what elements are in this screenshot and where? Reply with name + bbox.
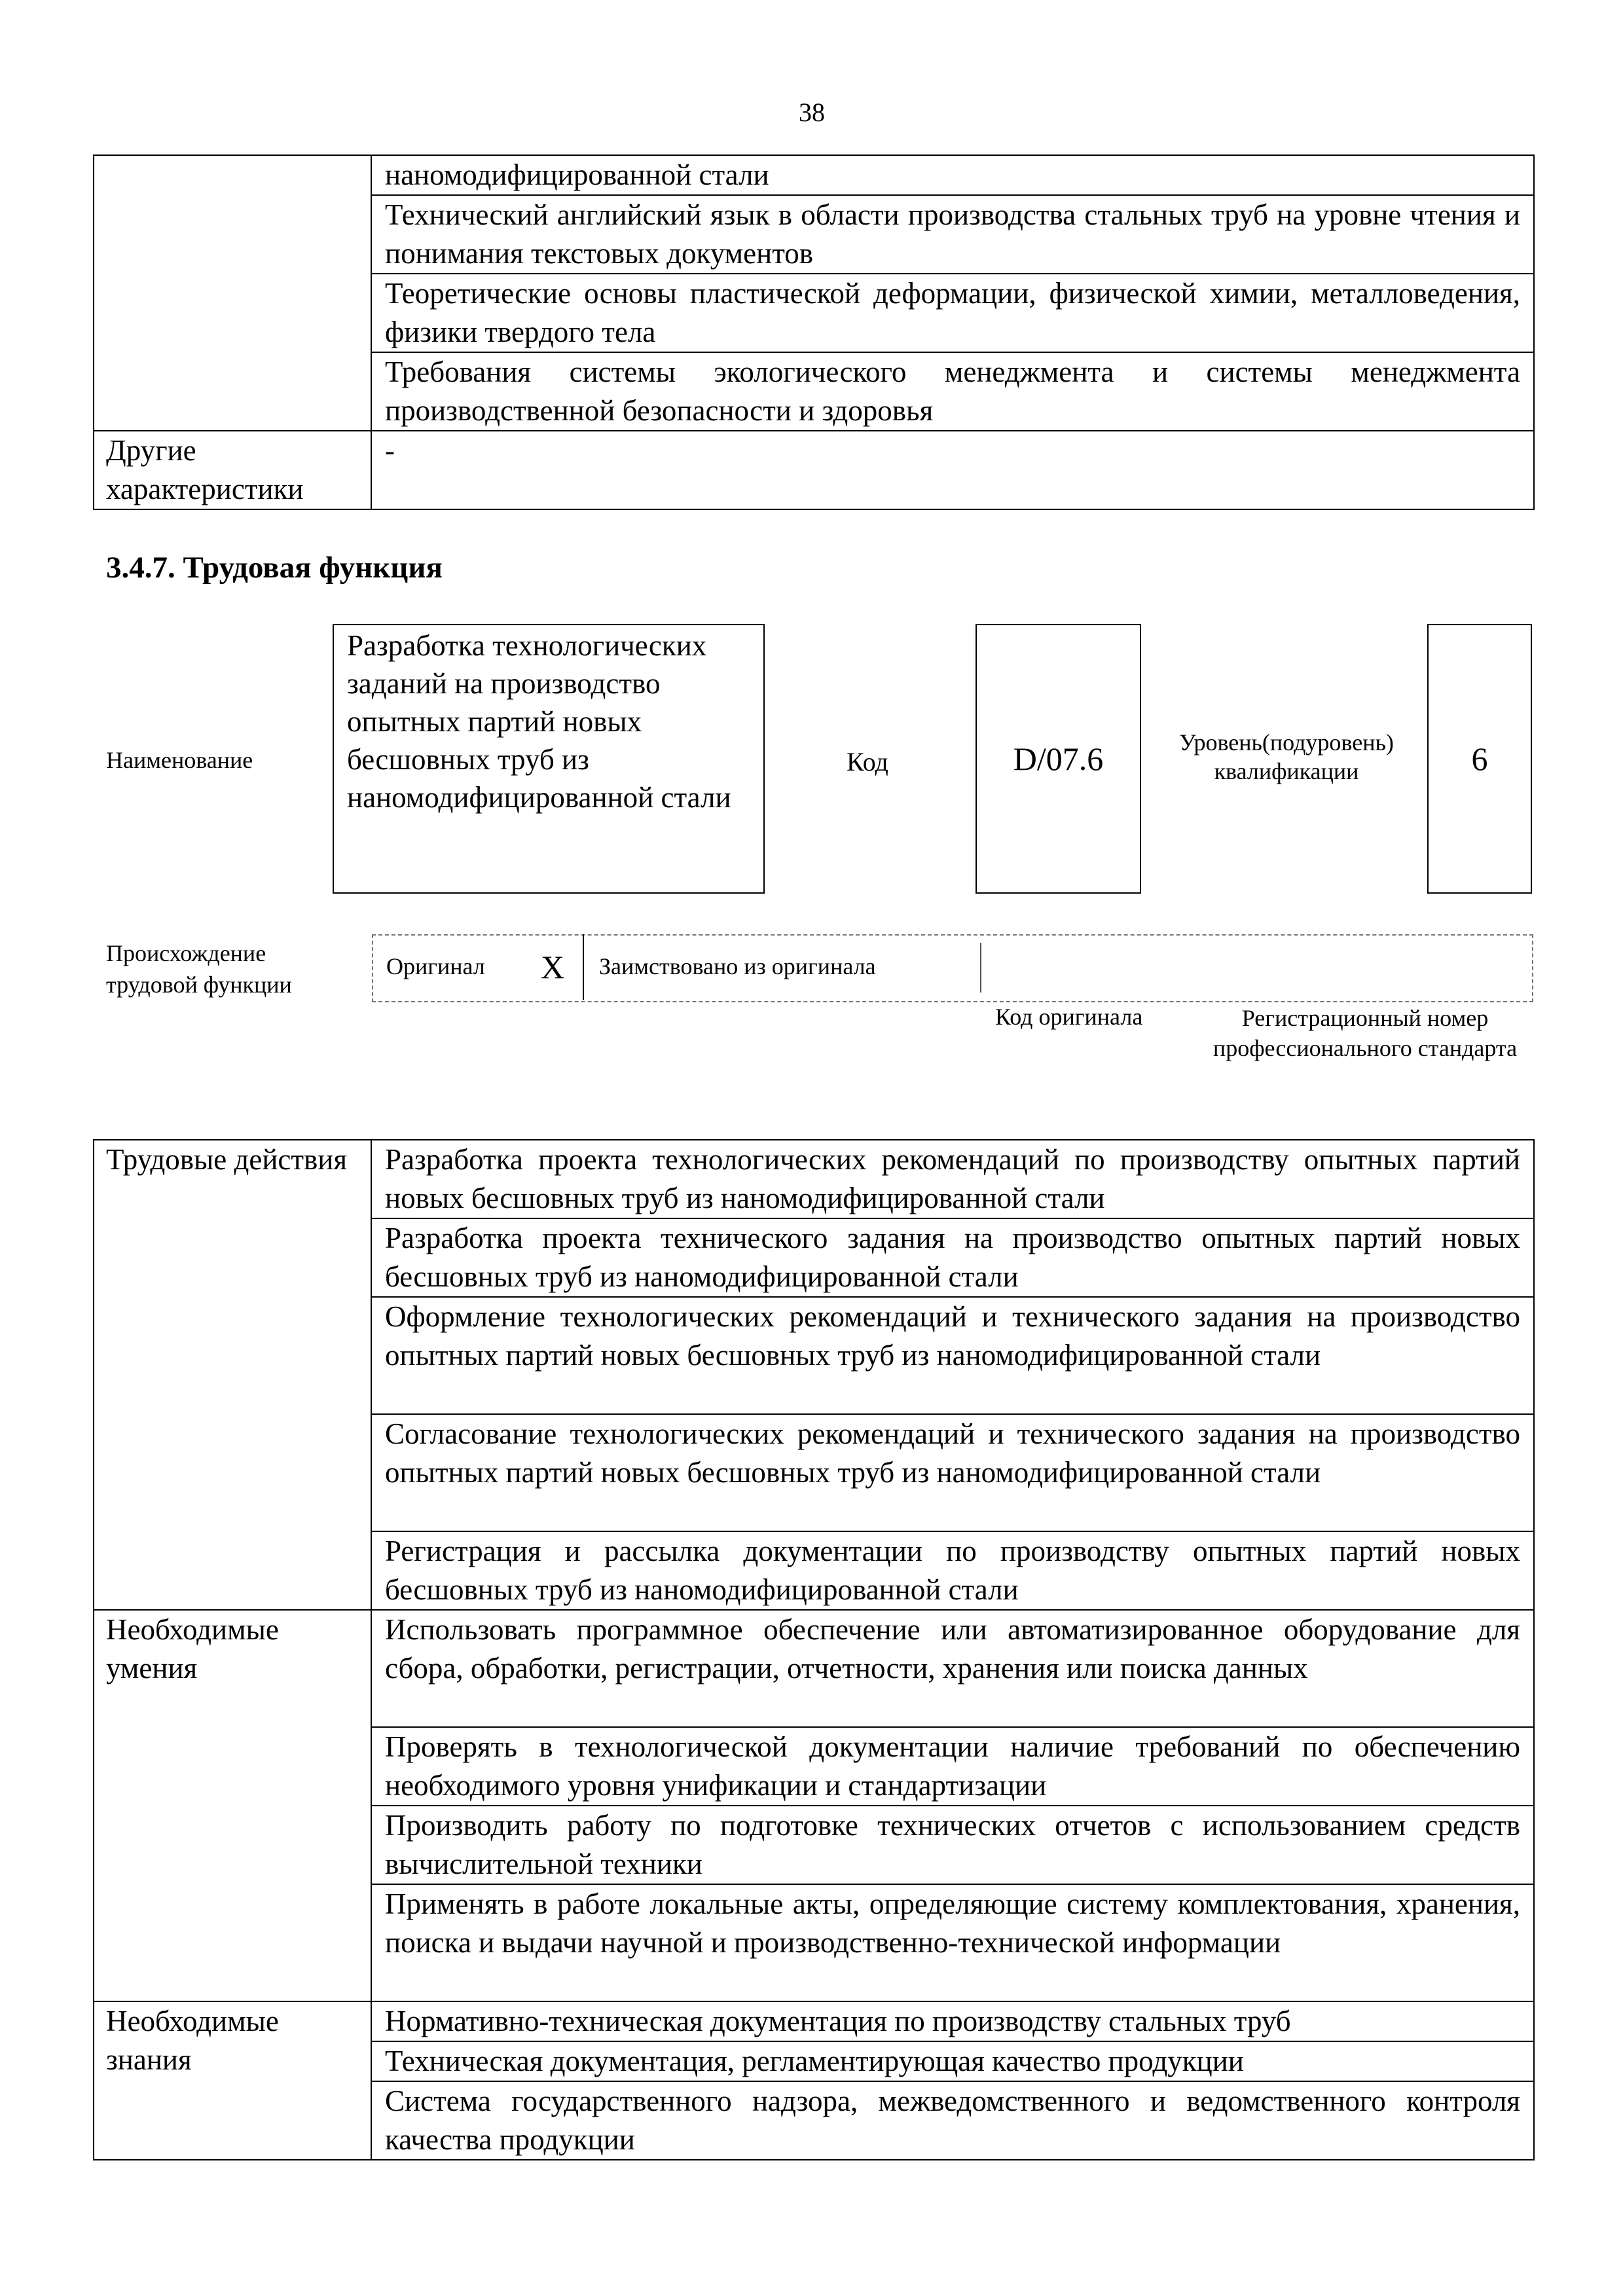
knowledge-item: Требования системы экологического менеджмента и системы менеджмента производственной безопасности и здоровья [371, 352, 1534, 431]
labor-action-item: Оформление технологических рекомендаций и технического задания на производство опытных партий новых бесшовных труб из наномодифицированной стали [371, 1297, 1534, 1414]
labor-action-item: Регистрация и рассылка документации по производству опытных партий новых бесшовных труб из наномодифицированной стали [371, 1531, 1534, 1610]
knowledge-item: Технический английский язык в области производства стальных труб на уровне чтения и понимания текстовых документов [371, 195, 1534, 274]
labor-action-item: Разработка проекта технического задания на производство опытных партий новых бесшовных труб из наномодифицированной стали [371, 1218, 1534, 1297]
skills-label: Необходимые умения [94, 1610, 371, 2001]
origin-label: Происхождение трудовой функции [106, 940, 292, 998]
skill-item: Применять в работе локальные акты, определяющие систему комплектования, хранения, поиска и выдачи научной и производственно-технической информации [371, 1884, 1534, 2001]
page-number: 38 [799, 98, 825, 127]
knowledge-label: Необходимые знания [94, 2001, 371, 2160]
borrowed-option: Заимствовано из оригинала [599, 953, 876, 979]
registration-number-caption: Регистрационный номер профессионального стандарта [1213, 1005, 1518, 1061]
original-code-caption: Код оригинала [995, 1004, 1143, 1030]
skill-item: Использовать программное обеспечение или автоматизированное оборудование для сбора, обработки, регистрации, отчетности, хранения или поиска данных [371, 1610, 1534, 1727]
other-characteristics-value: - [371, 431, 1534, 509]
code-label: Код [847, 747, 888, 776]
name-label: Наименование [106, 747, 253, 773]
labor-function-table [93, 1139, 1535, 2160]
origin-divider [980, 943, 981, 993]
level-label: Уровень(подуровень) квалификации [1179, 729, 1394, 784]
function-name-box [333, 624, 765, 894]
original-checkmark: X [541, 949, 565, 985]
knowledge-item: наномодифицированной стали [371, 155, 1534, 195]
knowledge-item: Система государственного надзора, межведомственного и ведомственного контроля качества продукции [371, 2081, 1534, 2160]
level-value: 6 [1471, 740, 1488, 777]
code-box [976, 624, 1141, 894]
knowledge-item: Нормативно-техническая документация по производству стальных труб [371, 2001, 1534, 2041]
other-characteristics-label: Другие характеристики [94, 431, 371, 509]
skill-item: Проверять в технологической документации наличие требований по обеспечению необходимого уровня унификации и стандартизации [371, 1727, 1534, 1806]
empty-label-cell [94, 155, 371, 431]
section-heading: 3.4.7. Трудовая функция [106, 551, 443, 585]
knowledge-continuation-table [93, 155, 1535, 510]
labor-action-item: Разработка проекта технологических рекомендаций по производству опытных партий новых бесшовных труб из наномодифицированной стали [371, 1140, 1534, 1218]
origin-divider [583, 934, 584, 1000]
labor-action-item: Согласование технологических рекомендаций и технического задания на производство опытных партий новых бесшовных труб из наномодифицированной стали [371, 1414, 1534, 1531]
function-name-value: Разработка технологических заданий на производство опытных партий новых бесшовных труб из наномодифицированной стали [347, 629, 731, 814]
original-option: Оригинал [386, 953, 485, 979]
skill-item: Производить работу по подготовке технических отчетов с использованием средств вычислительной техники [371, 1806, 1534, 1884]
level-box [1427, 624, 1532, 894]
labor-actions-label: Трудовые действия [94, 1140, 371, 1610]
knowledge-item: Теоретические основы пластической деформации, физической химии, металловедения, физики твердого тела [371, 274, 1534, 352]
knowledge-item: Техническая документация, регламентирующая качество продукции [371, 2041, 1534, 2081]
code-value: D/07.6 [1013, 740, 1104, 777]
